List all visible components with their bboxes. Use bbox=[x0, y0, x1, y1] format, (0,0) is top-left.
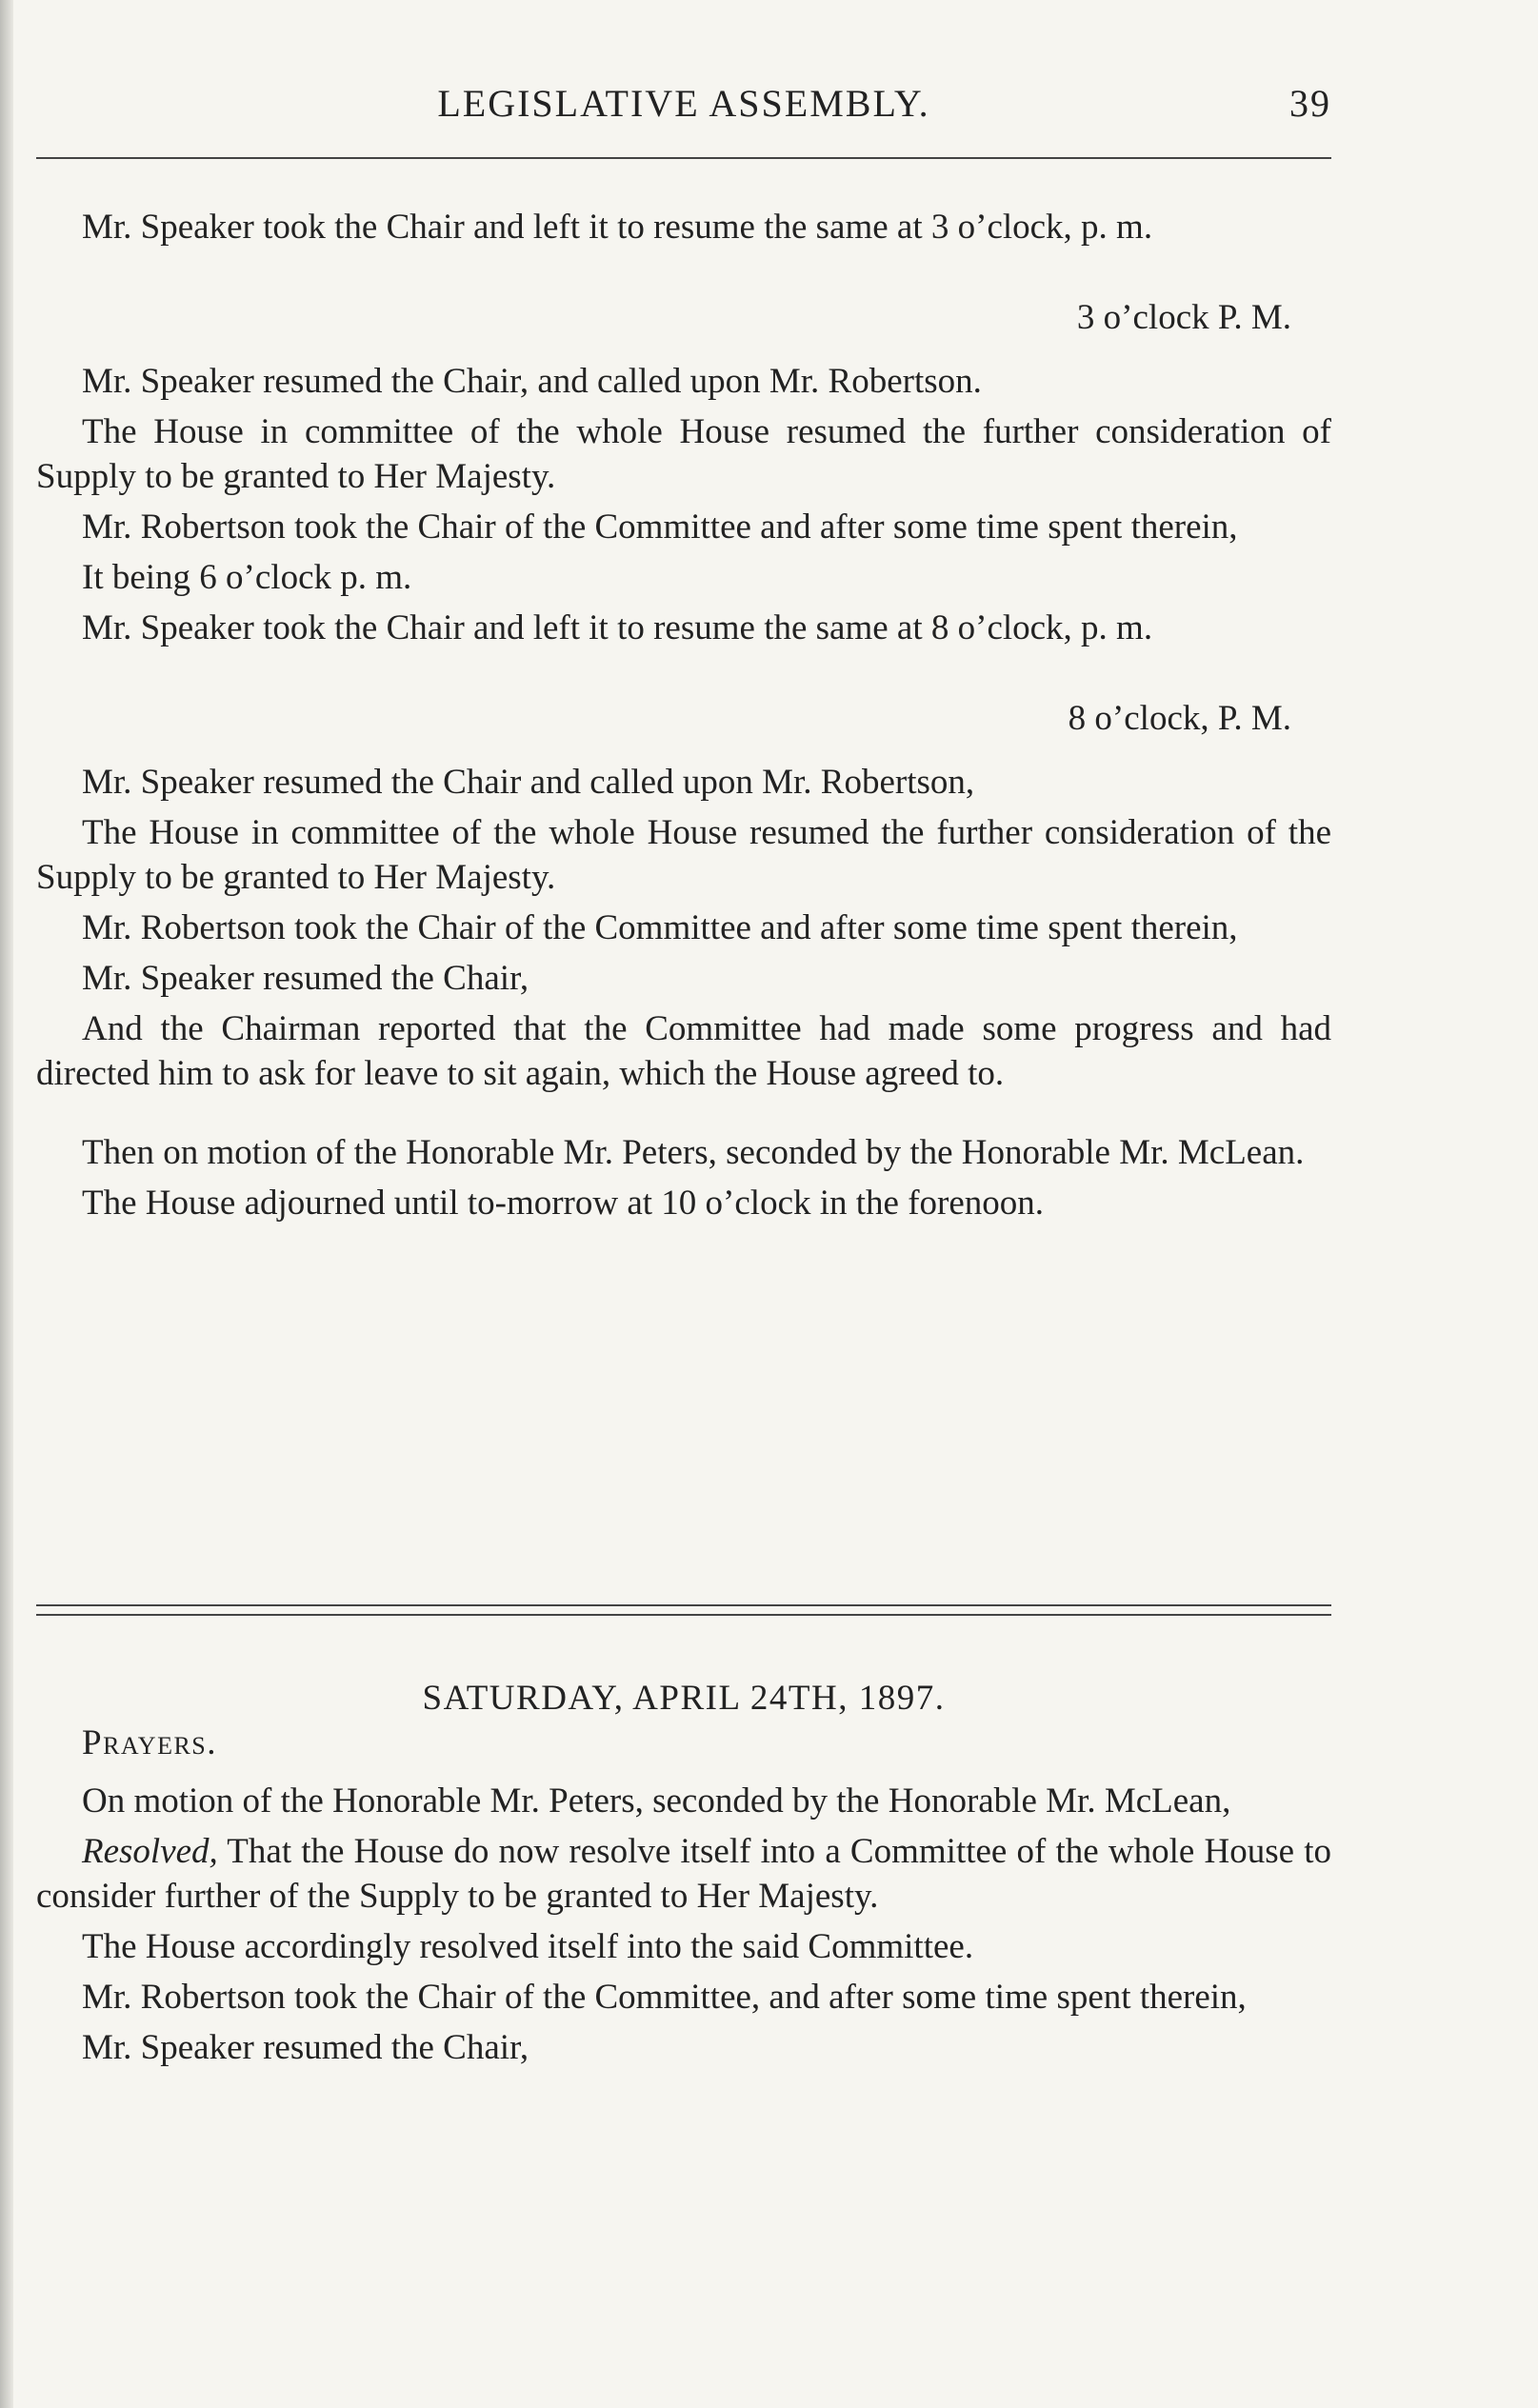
running-header bbox=[36, 81, 1331, 129]
resolution-text: That the House do now resolve itself into a Committee of the whole House to consider further of the Supply to be granted to Her Majesty. bbox=[36, 1832, 1331, 1916]
paragraph: Mr. Speaker resumed the Chair and called upon Mr. Robertson, bbox=[82, 763, 975, 802]
resolved-word: Resolved, bbox=[82, 1832, 218, 1871]
paragraph: Mr. Robertson took the Chair of the Committee and after some time spent therein, bbox=[82, 908, 1238, 947]
paragraph: On motion of the Honorable Mr. Peters, seconded by the Honorable Mr. McLean, bbox=[82, 1781, 1231, 1821]
section-double-rule bbox=[36, 1604, 1331, 1616]
date-heading: SATURDAY, APRIL 24TH, 1897. bbox=[422, 1679, 946, 1718]
time-heading: 3 o’clock P. M. bbox=[1076, 298, 1291, 337]
time-heading: 8 o’clock, P. M. bbox=[1068, 699, 1291, 738]
paragraph: Mr. Speaker resumed the Chair, bbox=[82, 959, 529, 998]
page-binding-edge bbox=[0, 0, 13, 2408]
paragraph: Mr. Robertson took the Chair of the Committee and after some time spent therein, bbox=[82, 507, 1238, 547]
paragraph: The House accordingly resolved itself into the said Committee. bbox=[82, 1927, 974, 1966]
prayers-label: Prayers. bbox=[82, 1723, 218, 1762]
saturday-proceedings bbox=[36, 1676, 1331, 2076]
paragraph: Mr. Robertson took the Chair of the Committee, and after some time spent therein, bbox=[82, 1978, 1247, 2017]
paragraph: Mr. Speaker resumed the Chair, bbox=[82, 2028, 529, 2067]
paragraph: The House adjourned until to-morrow at 10 o’clock in the forenoon. bbox=[82, 1184, 1045, 1223]
header-title: LEGISLATIVE ASSEMBLY. bbox=[437, 82, 930, 125]
paragraph: The House in committee of the whole House resumed the further consideration of Supply to be granted to Her Majesty. bbox=[36, 412, 1331, 496]
paragraph: Then on motion of the Honorable Mr. Peters, seconded by the Honorable Mr. McLean. bbox=[82, 1133, 1305, 1172]
paragraph: Mr. Speaker took the Chair and left it to resume the same at 3 o’clock, p. m. bbox=[82, 208, 1153, 247]
document-page bbox=[36, 0, 1331, 2408]
resolution-paragraph bbox=[36, 1829, 1331, 1919]
paragraph: Mr. Speaker took the Chair and left it to resume the same at 8 o’clock, p. m. bbox=[82, 608, 1153, 647]
proceedings-body bbox=[36, 205, 1331, 1231]
paragraph: It being 6 o’clock p. m. bbox=[82, 558, 412, 597]
paragraph: The House in committee of the whole House resumed the further consideration of the Supply to be granted to Her Majesty. bbox=[36, 813, 1331, 897]
page-number: 39 bbox=[1289, 82, 1331, 125]
paragraph: And the Chairman reported that the Committee had made some progress and had directed him to ask for leave to sit again, which the House agreed to. bbox=[36, 1009, 1331, 1093]
header-rule bbox=[36, 157, 1331, 159]
paragraph: Mr. Speaker resumed the Chair, and called upon Mr. Robertson. bbox=[82, 362, 982, 401]
